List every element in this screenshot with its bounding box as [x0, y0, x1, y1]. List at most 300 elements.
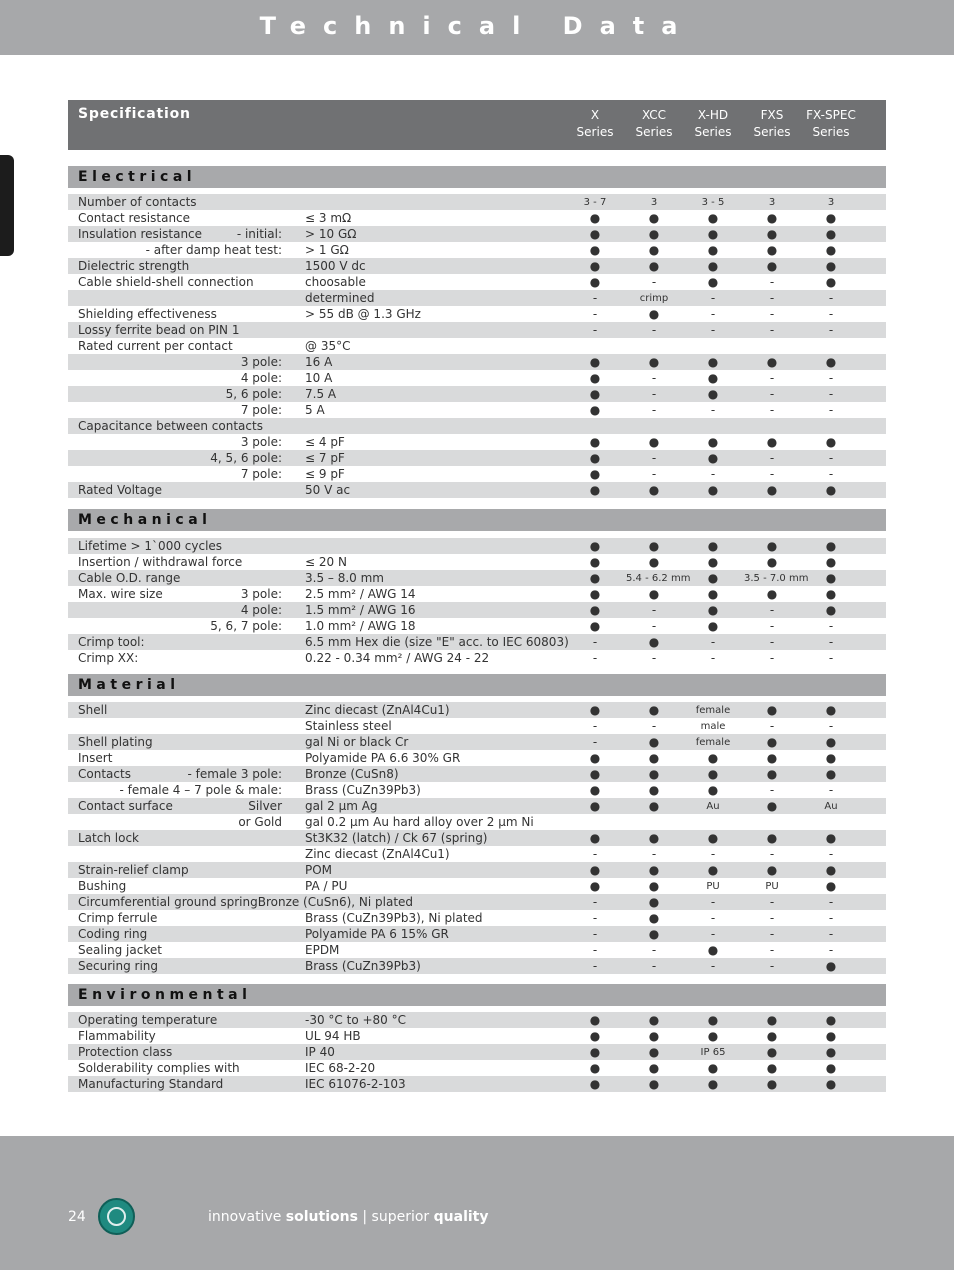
row-cell: ● — [648, 555, 660, 569]
row-value: 3.5 – 8.0 mm — [305, 571, 384, 585]
section-header-material — [68, 674, 886, 696]
row-cell: ● — [589, 767, 601, 781]
row-label: Capacitance between contacts — [78, 419, 263, 433]
row-cell: - — [592, 323, 598, 337]
row-cell: ● — [707, 571, 719, 585]
row-label: Insertion / withdrawal force — [78, 555, 243, 569]
row-cell: Au — [706, 801, 720, 812]
row-value: ≤ 9 pF — [305, 467, 345, 481]
row-cell: ● — [648, 783, 660, 797]
row-cell: ● — [589, 1013, 601, 1027]
row-cell: - — [769, 291, 775, 305]
table-row — [68, 354, 886, 370]
table-row — [68, 554, 886, 570]
row-cell: ● — [825, 1013, 837, 1027]
row-value: 0.22 - 0.34 mm² / AWG 24 - 22 — [305, 651, 490, 665]
row-label: Operating temperature — [78, 1013, 218, 1027]
row-cell: ● — [589, 863, 601, 877]
row-label: Cable shield-shell connection — [78, 275, 254, 289]
row-value: IEC 68-2-20 — [305, 1061, 376, 1075]
column-header-fx-spec — [803, 107, 859, 141]
row-cell: ● — [707, 619, 719, 633]
table-row — [68, 538, 886, 554]
row-cell: ● — [707, 1013, 719, 1027]
row-cell: ● — [648, 895, 660, 909]
row-cell: ● — [589, 619, 601, 633]
row-cell: - — [710, 927, 716, 941]
row-value: Brass (CuZn39Pb3) — [305, 783, 421, 797]
row-value: determined — [305, 291, 375, 305]
row-cell: - — [828, 387, 834, 401]
row-cell: ● — [589, 467, 601, 481]
row-sublabel: 3 pole: — [240, 435, 282, 449]
row-cell: ● — [707, 767, 719, 781]
table-row — [68, 586, 886, 602]
slogan-part: innovative — [208, 1209, 286, 1225]
row-label: Manufacturing Standard — [78, 1077, 224, 1091]
row-cell: ● — [589, 783, 601, 797]
row-cell: 3.5 - 7.0 mm — [744, 573, 809, 584]
table-row — [68, 1012, 886, 1028]
row-cell: - — [828, 651, 834, 665]
column-header-fxs — [744, 107, 800, 141]
table-row — [68, 226, 886, 242]
row-label: Lifetime > 1`000 cycles — [78, 539, 223, 553]
table-row — [68, 718, 886, 734]
row-label: Cable O.D. range — [78, 571, 181, 585]
table-row — [68, 1028, 886, 1044]
table-row — [68, 734, 886, 750]
row-value: > 55 dB @ 1.3 GHz — [305, 307, 421, 321]
row-cell: ● — [648, 863, 660, 877]
row-cell: ● — [589, 1077, 601, 1091]
column-header-x-hd — [685, 107, 741, 141]
row-value: 1.5 mm² / AWG 16 — [305, 603, 416, 617]
row-cell: ● — [589, 539, 601, 553]
row-cell: ● — [707, 1029, 719, 1043]
row-value: 6.5 mm Hex die (size "E" acc. to IEC 60803) — [305, 635, 569, 649]
row-cell: ● — [825, 259, 837, 273]
slogan-part: | superior — [357, 1209, 434, 1225]
row-cell: ● — [648, 539, 660, 553]
row-label: Lossy ferrite bead on PIN 1 — [78, 323, 240, 337]
row-cell: ● — [707, 1061, 719, 1075]
row-value: 5 A — [305, 403, 325, 417]
row-value: > 10 GΩ — [305, 227, 357, 241]
column-sub: Series — [635, 125, 673, 139]
column-name: X — [590, 108, 600, 122]
table-row — [68, 570, 886, 586]
row-cell: ● — [825, 751, 837, 765]
row-cell: - — [828, 783, 834, 797]
table-row — [68, 242, 886, 258]
row-cell: ● — [589, 799, 601, 813]
table-row — [68, 782, 886, 798]
table-row — [68, 338, 886, 354]
row-sublabel: 7 pole: — [240, 403, 282, 417]
row-cell: ● — [766, 355, 778, 369]
row-cell: ● — [707, 435, 719, 449]
row-cell: ● — [825, 1045, 837, 1059]
row-cell: ● — [766, 435, 778, 449]
table-row — [68, 830, 886, 846]
page-number: 24 — [68, 1209, 86, 1225]
row-cell: ● — [707, 603, 719, 617]
table-row — [68, 450, 886, 466]
row-value: St3K32 (latch) / Ck 67 (spring) — [305, 831, 488, 845]
row-label: Insulation resistance — [78, 227, 203, 241]
row-cell: ● — [589, 1045, 601, 1059]
row-cell: ● — [825, 539, 837, 553]
slogan-part: solutions — [285, 1209, 358, 1225]
table-row — [68, 910, 886, 926]
row-cell: - — [710, 651, 716, 665]
row-cell: ● — [589, 1061, 601, 1075]
row-cell: - — [651, 719, 657, 733]
table-row — [68, 878, 886, 894]
row-label: Sealing jacket — [78, 943, 162, 957]
row-cell: - — [651, 371, 657, 385]
row-cell: ● — [707, 259, 719, 273]
row-cell: - — [769, 943, 775, 957]
row-cell: ● — [648, 927, 660, 941]
row-cell: - — [592, 927, 598, 941]
column-name: XCC — [641, 108, 667, 122]
row-label: Latch lock — [78, 831, 139, 845]
section-header-electrical — [68, 166, 886, 188]
row-cell: - — [769, 783, 775, 797]
row-value: POM — [305, 863, 333, 877]
page-header — [0, 0, 954, 55]
row-cell: ● — [589, 555, 601, 569]
row-sublabel: 3 pole: — [240, 355, 282, 369]
column-name: FXS — [760, 108, 784, 122]
row-cell: ● — [648, 751, 660, 765]
row-cell: ● — [589, 879, 601, 893]
row-sublabel: - initial: — [236, 227, 282, 241]
row-cell: ● — [589, 483, 601, 497]
row-cell: - — [651, 387, 657, 401]
row-label: Contacts — [78, 767, 131, 781]
row-value: gal 0.2 µm Au hard alloy over 2 µm Ni — [305, 815, 534, 829]
specification-title: Specification — [78, 106, 191, 122]
table-row — [68, 402, 886, 418]
section-title: Material — [78, 677, 180, 693]
row-cell: - — [828, 635, 834, 649]
row-value: IEC 61076-2-103 — [305, 1077, 406, 1091]
table-row — [68, 1076, 886, 1092]
table-row — [68, 434, 886, 450]
row-cell: ● — [825, 735, 837, 749]
electrical-rows — [68, 194, 886, 498]
table-row — [68, 766, 886, 782]
row-cell: ● — [766, 735, 778, 749]
row-cell: ● — [589, 211, 601, 225]
row-cell: ● — [707, 451, 719, 465]
row-cell: ● — [589, 587, 601, 601]
row-cell: - — [592, 719, 598, 733]
column-name: X-HD — [697, 108, 729, 122]
row-cell: female — [695, 737, 731, 748]
row-cell: - — [769, 323, 775, 337]
row-cell: ● — [766, 1029, 778, 1043]
row-value: -30 °C to +80 °C — [305, 1013, 406, 1027]
row-cell: ● — [648, 703, 660, 717]
row-cell: 3 — [827, 197, 835, 208]
row-cell: ● — [766, 751, 778, 765]
row-cell: ● — [707, 555, 719, 569]
row-cell: - — [828, 291, 834, 305]
row-cell: ● — [766, 555, 778, 569]
table-row — [68, 1044, 886, 1060]
row-label: Bushing — [78, 879, 127, 893]
row-cell: - — [828, 847, 834, 861]
row-value: 7.5 A — [305, 387, 337, 401]
row-label: Strain-relief clamp — [78, 863, 189, 877]
row-cell: - — [828, 451, 834, 465]
row-cell: ● — [825, 831, 837, 845]
row-value: gal 2 µm Ag — [305, 799, 378, 813]
table-row — [68, 602, 886, 618]
row-cell: ● — [825, 435, 837, 449]
column-sub: Series — [694, 125, 732, 139]
row-cell: ● — [766, 539, 778, 553]
table-row — [68, 418, 886, 434]
row-cell: - — [592, 895, 598, 909]
row-cell: - — [651, 847, 657, 861]
row-cell: ● — [825, 211, 837, 225]
row-cell: ● — [707, 355, 719, 369]
row-cell: 3 — [650, 197, 658, 208]
row-cell: - — [828, 371, 834, 385]
row-cell: - — [769, 959, 775, 973]
table-row — [68, 618, 886, 634]
row-cell: - — [828, 719, 834, 733]
row-label: Number of contacts — [78, 195, 197, 209]
row-cell: ● — [648, 211, 660, 225]
row-sublabel: 4 pole: — [240, 603, 282, 617]
table-row — [68, 650, 886, 666]
row-cell: ● — [825, 355, 837, 369]
row-cell: - — [710, 323, 716, 337]
row-cell: ● — [766, 243, 778, 257]
row-cell: ● — [825, 243, 837, 257]
row-cell: ● — [589, 355, 601, 369]
row-value: UL 94 HB — [305, 1029, 361, 1043]
row-cell: - — [592, 943, 598, 957]
row-cell: - — [592, 307, 598, 321]
row-label: Shell plating — [78, 735, 153, 749]
row-cell: - — [592, 847, 598, 861]
table-row — [68, 274, 886, 290]
row-cell: ● — [589, 571, 601, 585]
row-cell: ● — [648, 799, 660, 813]
row-value: 10 A — [305, 371, 333, 385]
row-label: Contact resistance — [78, 211, 191, 225]
row-cell: ● — [825, 1029, 837, 1043]
side-tab-marker — [0, 155, 14, 256]
row-cell: ● — [825, 703, 837, 717]
column-sub: Series — [812, 125, 850, 139]
slogan — [208, 1209, 489, 1225]
row-label: Rated Voltage — [78, 483, 162, 497]
row-cell: - — [769, 847, 775, 861]
row-cell: ● — [766, 227, 778, 241]
section-header-environmental — [68, 984, 886, 1006]
row-cell: ● — [825, 571, 837, 585]
row-label: Crimp XX: — [78, 651, 139, 665]
row-cell: - — [592, 635, 598, 649]
table-row — [68, 258, 886, 274]
table-row — [68, 194, 886, 210]
page-footer — [0, 1136, 954, 1270]
row-label: Securing ring — [78, 959, 158, 973]
row-cell: - — [769, 403, 775, 417]
table-row — [68, 370, 886, 386]
row-cell: ● — [648, 243, 660, 257]
column-sub: Series — [576, 125, 614, 139]
row-cell: ● — [707, 831, 719, 845]
row-cell: ● — [707, 371, 719, 385]
row-value: 16 A — [305, 355, 333, 369]
row-label: Shell — [78, 703, 108, 717]
row-cell: - — [710, 467, 716, 481]
row-value: PA / PU — [305, 879, 348, 893]
row-cell: ● — [707, 275, 719, 289]
row-value: Polyamide PA 6.6 30% GR — [305, 751, 461, 765]
row-cell: ● — [707, 587, 719, 601]
row-cell: PU — [765, 881, 779, 892]
table-row — [68, 1060, 886, 1076]
slogan-part: quality — [433, 1209, 489, 1225]
table-row — [68, 634, 886, 650]
row-value: ≤ 4 pF — [305, 435, 345, 449]
row-cell: - — [592, 651, 598, 665]
row-cell: ● — [825, 587, 837, 601]
row-value: @ 35°C — [305, 339, 351, 353]
row-cell: - — [651, 451, 657, 465]
row-cell: ● — [648, 1029, 660, 1043]
row-value: Bronze (CuSn8) — [305, 767, 399, 781]
row-cell: - — [710, 307, 716, 321]
row-cell: ● — [766, 1013, 778, 1027]
column-header-xcc — [626, 107, 682, 141]
row-cell: ● — [648, 911, 660, 925]
row-cell: 3 — [768, 197, 776, 208]
row-sublabel: 5, 6, 7 pole: — [210, 619, 282, 633]
row-cell: ● — [825, 275, 837, 289]
row-cell: - — [710, 959, 716, 973]
row-cell: ● — [707, 211, 719, 225]
row-cell: ● — [766, 863, 778, 877]
row-cell: ● — [648, 635, 660, 649]
row-cell: Au — [824, 801, 838, 812]
row-cell: ● — [766, 831, 778, 845]
logo-ring — [107, 1207, 126, 1226]
table-row — [68, 290, 886, 306]
row-value: Brass (CuZn39Pb3), Ni plated — [305, 911, 483, 925]
row-cell: ● — [707, 539, 719, 553]
row-cell: ● — [589, 403, 601, 417]
row-cell: - — [651, 959, 657, 973]
row-cell: - — [828, 911, 834, 925]
column-sub: Series — [753, 125, 791, 139]
row-label: Crimp ferrule — [78, 911, 158, 925]
row-label: Protection class — [78, 1045, 173, 1059]
row-label: Shielding effectiveness — [78, 307, 217, 321]
row-sublabel: - female 4 – 7 pole & male: — [119, 783, 282, 797]
row-value: EPDM — [305, 943, 340, 957]
row-sublabel: 4 pole: — [240, 371, 282, 385]
row-cell: 3 - 5 — [701, 197, 725, 208]
table-row — [68, 926, 886, 942]
row-cell: - — [651, 603, 657, 617]
row-cell: ● — [766, 587, 778, 601]
row-cell: - — [828, 323, 834, 337]
row-cell: - — [769, 451, 775, 465]
row-cell: - — [710, 895, 716, 909]
row-cell: ● — [589, 243, 601, 257]
row-value: IP 40 — [305, 1045, 335, 1059]
row-cell: ● — [589, 831, 601, 845]
row-cell: - — [710, 911, 716, 925]
row-cell: - — [828, 895, 834, 909]
table-row — [68, 702, 886, 718]
row-value: ≤ 3 mΩ — [305, 211, 352, 225]
table-row — [68, 814, 886, 830]
table-row — [68, 306, 886, 322]
row-cell: ● — [648, 831, 660, 845]
row-cell: ● — [825, 879, 837, 893]
row-cell: - — [710, 847, 716, 861]
row-value: > 1 GΩ — [305, 243, 349, 257]
row-sublabel: or Gold — [238, 815, 282, 829]
row-cell: ● — [825, 483, 837, 497]
row-cell: ● — [589, 1029, 601, 1043]
row-label: Solderability complies with — [78, 1061, 240, 1075]
row-label: Coding ring — [78, 927, 148, 941]
row-value: 50 V ac — [305, 483, 351, 497]
row-cell: ● — [648, 355, 660, 369]
row-cell: crimp — [639, 293, 669, 304]
row-cell: - — [651, 323, 657, 337]
row-cell: ● — [766, 799, 778, 813]
row-cell: ● — [648, 879, 660, 893]
row-cell: ● — [589, 371, 601, 385]
row-value: choosable — [305, 275, 366, 289]
row-label: Circumferential ground springBronze (CuSn6), Ni plated — [78, 895, 414, 909]
row-value: 1.0 mm² / AWG 18 — [305, 619, 416, 633]
table-row — [68, 798, 886, 814]
row-cell: - — [651, 467, 657, 481]
row-label: Contact surface — [78, 799, 173, 813]
row-value: Polyamide PA 6 15% GR — [305, 927, 449, 941]
row-cell: - — [769, 371, 775, 385]
row-cell: - — [769, 387, 775, 401]
row-cell: ● — [648, 307, 660, 321]
row-cell: ● — [707, 751, 719, 765]
row-sublabel: Silver — [248, 799, 282, 813]
row-cell: ● — [589, 259, 601, 273]
row-sublabel: 5, 6 pole: — [225, 387, 282, 401]
row-cell: ● — [707, 1077, 719, 1091]
row-value: gal Ni or black Cr — [305, 735, 409, 749]
row-value: Stainless steel — [305, 719, 392, 733]
row-cell: ● — [707, 483, 719, 497]
row-cell: ● — [707, 387, 719, 401]
row-cell: ● — [707, 243, 719, 257]
row-cell: ● — [766, 211, 778, 225]
